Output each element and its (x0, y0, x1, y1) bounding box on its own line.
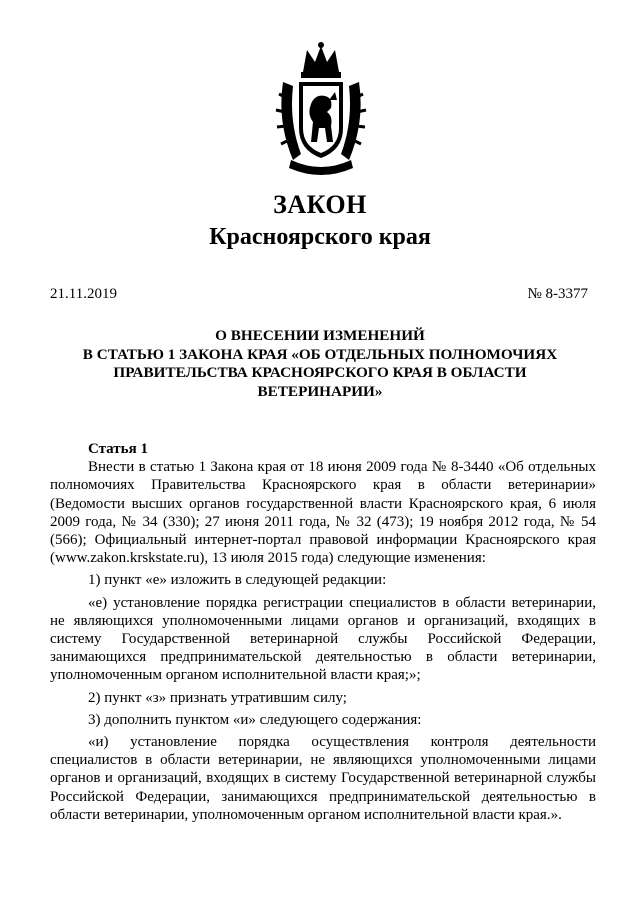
heading-line: ВЕТЕРИНАРИИ» (257, 382, 383, 400)
amendment-quote-i: «и) установление порядка осуществления контроля деятельности специалистов в области ветеринарии, не являющихся уполномоченными лицами органов и организаций, входящих в систему Государственной ветеринарной службы Российской Федерации, занимающихся предпринимательской деятельностью в области ветеринарии, уполномоченным органом исполнительной власти края.». (50, 734, 596, 823)
article-intro: Внести в статью 1 Закона края от 18 июня 2009 года № 8-3440 «Об отдельных полномочиях Правительства Красноярского края в области ветеринарии» (Ведомости высших органов государственной власти Красноярского края, 6 июля 2009 года, № 34 (330); 27 июня 2011 года, № 32 (473); 19 ноября 2012 года, № 54 (566); Официальный интернет-портал правовой информации Красноярского края (www.zakon.krskstate.ru), 13 июля 2015 года) следующие изменения: (50, 459, 596, 567)
law-subtitle: Красноярского края (209, 224, 431, 250)
heading-line: О ВНЕСЕНИИ ИЗМЕНЕНИЙ (215, 327, 425, 344)
article-title: Статья 1 (88, 441, 148, 457)
amendment-item-3: 3) дополнить пунктом «и» следующего содержания: (88, 711, 422, 728)
amendment-quote-e: «е) установление порядка регистрации специалистов в области ветеринарии, не являющихся уполномоченными лицами органов и организаций, входящих в систему Государственной ветеринарной службы Российской Федерации, занимающихся предпринимательской деятельностью в области ветеринарии, уполномоченным органом исполнительной власти края;»; (50, 594, 596, 684)
amendment-item-2: 2) пункт «з» признать утратившим силу; (88, 689, 347, 706)
law-title: ЗАКОН (273, 190, 367, 219)
law-heading (60, 327, 580, 401)
heading-line: В СТАТЬЮ 1 ЗАКОНА КРАЯ «ОБ ОТДЕЛЬНЫХ ПОЛНОМОЧИЯХ (82, 345, 558, 363)
law-body (50, 440, 596, 824)
amendment-item-1: 1) пункт «е» изложить в следующей редакции: (88, 572, 387, 589)
heading-line: ПРАВИТЕЛЬСТВА КРАСНОЯРСКОГО КРАЯ В ОБЛАСТИ (113, 364, 527, 381)
law-date: 21.11.2019 (50, 286, 117, 302)
law-number: № 8-3377 (527, 286, 588, 302)
krasnoyarsk-coat-of-arms-icon (273, 42, 369, 178)
